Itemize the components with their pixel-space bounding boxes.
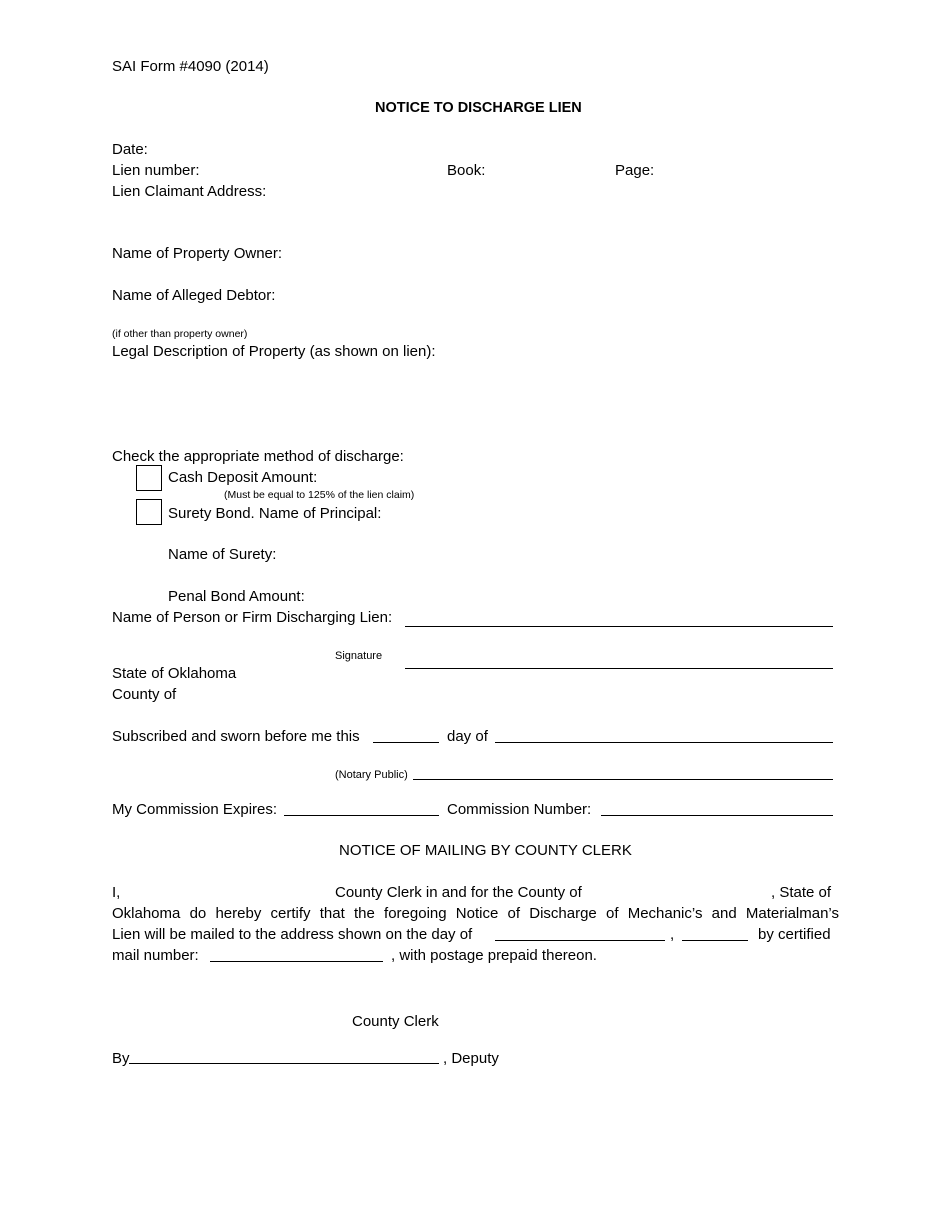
surety-bond-checkbox[interactable] <box>136 499 162 525</box>
discharge-method-heading: Check the appropriate method of discharge: <box>112 448 404 465</box>
notary-line[interactable] <box>413 779 833 780</box>
mailing-line1-middle: County Clerk in and for the County of <box>335 884 582 901</box>
form-id: SAI Form #4090 (2014) <box>112 58 269 75</box>
date-label: Date: <box>112 141 148 158</box>
commission-expires-line[interactable] <box>284 815 439 816</box>
discharger-line[interactable] <box>405 626 833 627</box>
book-label: Book: <box>447 162 486 179</box>
deputy-label: , Deputy <box>443 1050 499 1067</box>
alleged-debtor-label: Name of Alleged Debtor: <box>112 287 276 304</box>
surety-name-label: Name of Surety: <box>168 546 277 563</box>
cash-deposit-checkbox[interactable] <box>136 465 162 491</box>
commission-number-label: Commission Number: <box>447 801 592 818</box>
by-label: By <box>112 1050 130 1067</box>
state-label: State of Oklahoma <box>112 665 237 682</box>
legal-description-label: Legal Description of Property (as shown on lien): <box>112 343 436 360</box>
notary-label: (Notary Public) <box>335 769 408 781</box>
mailing-line1-end: , State of <box>771 884 832 901</box>
signature-label: Signature <box>335 650 383 662</box>
discharger-label: Name of Person or Firm Discharging Lien: <box>112 609 393 626</box>
mailing-comma: , <box>670 926 675 943</box>
debtor-note: (if other than property owner) <box>112 328 248 340</box>
mailing-line3-start: Lien will be mailed to the address shown on the day of <box>112 926 473 943</box>
commission-number-line[interactable] <box>601 815 833 816</box>
surety-bond-label: Surety Bond. Name of Principal: <box>168 505 382 522</box>
deputy-signature-line[interactable] <box>129 1063 439 1064</box>
day-of-label: day of <box>447 728 488 745</box>
property-owner-label: Name of Property Owner: <box>112 245 283 262</box>
certified-mail-number-line[interactable] <box>210 961 383 962</box>
mailing-line3-end: by certified <box>758 926 831 943</box>
lien-number-label: Lien number: <box>112 162 200 179</box>
mailing-line2: Oklahoma do hereby certify that the foregoing Notice of Discharge of Mechanic’s and Materialman’s <box>112 905 839 922</box>
mailing-line1-start: I, <box>112 884 121 901</box>
cash-deposit-label: Cash Deposit Amount: <box>168 469 318 486</box>
sworn-month-line[interactable] <box>495 742 833 743</box>
page-title: NOTICE TO DISCHARGE LIEN <box>375 100 582 116</box>
mailing-line4-start: mail number: <box>112 947 199 964</box>
commission-expires-label: My Commission Expires: <box>112 801 278 818</box>
mailing-line4-end: , with postage prepaid thereon. <box>391 947 597 964</box>
cash-deposit-note: (Must be equal to 125% of the lien claim) <box>224 489 415 501</box>
mailing-day-line[interactable] <box>495 940 665 941</box>
county-label: County of <box>112 686 177 703</box>
signature-line[interactable] <box>405 668 833 669</box>
sworn-day-line[interactable] <box>373 742 439 743</box>
sworn-label: Subscribed and sworn before me this <box>112 728 360 745</box>
county-clerk-label: County Clerk <box>352 1013 439 1030</box>
mailing-year-line[interactable] <box>682 940 748 941</box>
page-label: Page: <box>615 162 655 179</box>
mailing-heading: NOTICE OF MAILING BY COUNTY CLERK <box>339 842 632 859</box>
lien-claimant-address-label: Lien Claimant Address: <box>112 183 267 200</box>
penal-bond-label: Penal Bond Amount: <box>168 588 305 605</box>
